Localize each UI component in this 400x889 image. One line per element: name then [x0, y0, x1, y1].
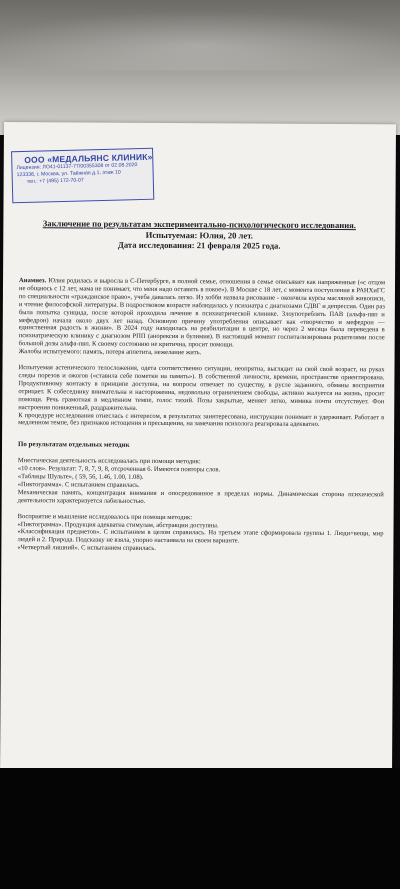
- document-body: [17, 277, 385, 554]
- memory-summary: Механическая память, концентрация внимания и опосредованное в пределах нормы. Динамическая сторона психической деятельности характеризуется лабильностью.: [17, 488, 384, 505]
- results-section-title: По результатам отдельных методик: [18, 441, 130, 450]
- memory-line: «10 слов». Результат: 7, 8, 7, 9, 8, отсроченная 6. Имеются повторы слов.: [17, 465, 221, 474]
- memory-intro: Мнестическая деятельность исследовалась при помощи методик:: [17, 457, 201, 466]
- complaints-line: Жалобы испытуемого: память, потеря аппетита, нежелание жить.: [18, 348, 202, 357]
- thinking-intro: Восприятие и мышление исследовалось при помощи методик:: [17, 512, 193, 521]
- anamnesis-text: Юлия родилась и выросла в С-Петербурге, в полной семье, отношения в семье описывает как напряженные («с отцом не общаюсь с 12 лет, мама не понимает, что меня надо оставить в покое»). В Москве с 18 лет, с момента поступления в РАНХиГС по специальности «гражданское право», учеба давалась легко. Из хобби назвала рисование - окончила курсы масляной живописи, и чтение философской литературы. В подростковом возрасте наблюдалась у психиатра с диагнозами СДВГ и депрессия. Один раз была попытка суицида, после которой проходила лечение в психиатрической клинике. Злоупотреблять ПАВ (альфа-пвп и мефедрон) начала около двух лет назад. Основную причину употребления описывает как «творчество и мефедрон — единственная радость в жизни». В 2024 году находилась на реабилитации в центре, но через 2 месяца была переведена в психиатрическую клинику с диагнозом РПП (анорексия и булимия). В настоящий момент госпитализирована родителями после большой дозы альфа-пвп. К своему состоянию не критична, просит помощи.: [18, 277, 386, 349]
- stamp-address: 123336, г. Москва, ул. Таёжная д.1, этаж 10: [16, 169, 121, 179]
- stamp-phone: тел.: +7 (495) 172-70-07: [26, 177, 84, 186]
- anamnesis-paragraph: [19, 277, 385, 350]
- stamp-license: Лицензия: ЛО41-01137-77/00355308 от 02.08.2020: [16, 162, 138, 172]
- document-title: Заключение по результатам экспериментально-психологического исследования.: [42, 218, 357, 231]
- anamnesis-label: Анамнез.: [19, 277, 47, 285]
- procedure-paragraph: К процедуре исследования отнеслась с интересом, в результатах заинтересована, инструкции понимает и удерживает. Работает в медленном темпе, без признаков истощения и пресыщения, на замечания психолога реагировала адекватно.: [18, 411, 385, 429]
- clinic-stamp: [11, 148, 154, 204]
- photo-background-bottom: [0, 768, 400, 889]
- thinking-line: «Четвертый лишний». С испытанием справилась.: [17, 544, 156, 553]
- thinking-line: «Классификация предметов». С испытанием в целом справилась. На третьем этапе сформировала группы 1. Люди+вещи, мир людей и 2. Природа. Подсказку не взяла, упорно настаивала на своем варианте.: [17, 528, 384, 545]
- thinking-line: «Пиктограмма». Продукция адекватна стимулам, абстракции доступны.: [17, 520, 219, 529]
- stamp-org: ООО «МЕДАЛЬЯНС КЛИНИК»: [24, 151, 153, 165]
- document-page: [0, 122, 396, 776]
- subject-line: Испытуемая: Юлия, 20 лет.: [145, 229, 253, 241]
- document-header: [13, 218, 385, 252]
- photo-background-top: [0, 0, 400, 135]
- date-line: Дата исследования: 21 февраля 2025 года.: [117, 239, 281, 251]
- memory-line: «Пиктограмма». С испытанием справилась.: [17, 481, 140, 489]
- observation-paragraph: Испытуемая астенического телосложения, одета соответственно ситуации, неопрятна, выглядит на свой свой возраст, на руках следы порезов и ожогов («ставила себе пометки на память»). В собственной личности, времени, пространстве ориентирована. Продуктивному контакту в принципе доступна, на вопросы отвечает по существу, в русле заданного, обманы восприятия отрицает. К собеседнику внимательна и настороженна, недовольна ограничением свободы, активно жалуется на жизнь, просит помощи. Речь грамотная в медленном темпе, голос тихий. Позы закрытые, меняет легко, мимика почти отсутствует. Фон настроения пониженный, раздражительна.: [18, 364, 385, 412]
- memory-line: «Таблицы Шульте», ( 59, 56, 1.46, 1.00, 1.08).: [17, 473, 144, 481]
